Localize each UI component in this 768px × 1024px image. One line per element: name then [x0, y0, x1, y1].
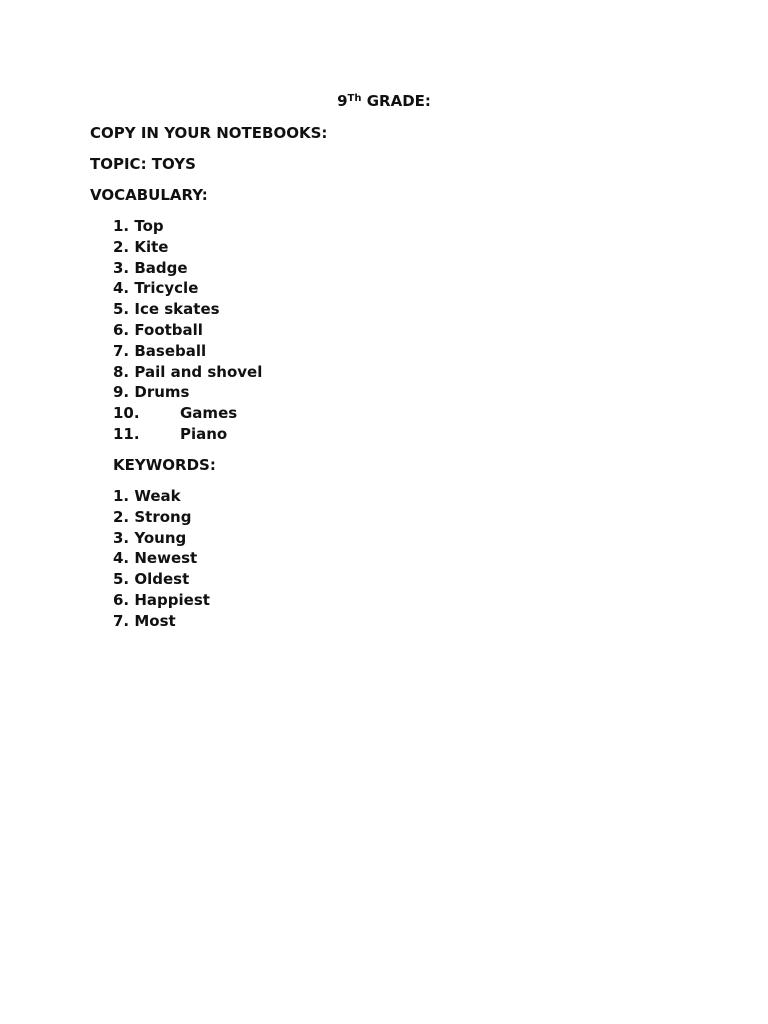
keyword-item	[113, 612, 210, 633]
item-number: 5.	[113, 300, 130, 319]
item-number: 6.	[113, 590, 130, 609]
item-word: Kite	[134, 237, 169, 256]
title-superscript: Th	[347, 93, 362, 104]
item-word: Tricycle	[134, 279, 199, 298]
item-word: Badge	[134, 258, 188, 277]
instruction-line: COPY IN YOUR NOTEBOOKS:	[90, 124, 328, 142]
item-word: Weak	[134, 487, 181, 505]
page-title	[0, 92, 768, 110]
item-number: 10.	[113, 404, 140, 423]
item-word: Strong	[134, 507, 192, 526]
item-number: 1.	[113, 487, 130, 505]
vocabulary-item	[113, 217, 262, 238]
item-word: Ice skates	[134, 300, 220, 319]
item-number: 2.	[113, 507, 130, 526]
vocabulary-item	[113, 342, 262, 363]
vocabulary-item	[113, 363, 262, 384]
vocabulary-item	[113, 238, 262, 259]
item-word: Oldest	[134, 570, 190, 589]
item-number: 5.	[113, 570, 130, 589]
item-number: 1.	[113, 217, 130, 235]
item-word: Top	[134, 217, 164, 235]
item-number: 11.	[113, 424, 140, 443]
item-word: Pail and shovel	[134, 362, 263, 381]
item-word: Football	[134, 320, 203, 339]
vocabulary-item	[113, 300, 262, 321]
vocabulary-list	[113, 217, 262, 446]
keyword-item	[113, 549, 210, 570]
vocabulary-item	[113, 321, 262, 342]
vocabulary-item	[113, 383, 262, 404]
keyword-item	[113, 591, 210, 612]
item-word: Young	[134, 528, 187, 547]
item-word: Happiest	[134, 590, 210, 609]
item-word: Baseball	[134, 341, 207, 360]
vocabulary-item	[113, 279, 262, 300]
keyword-item	[113, 508, 210, 529]
item-word: Drums	[134, 383, 190, 402]
keyword-item	[113, 570, 210, 591]
item-word: Piano	[180, 424, 228, 443]
vocabulary-item	[113, 259, 262, 280]
topic-line: TOPIC: TOYS	[90, 155, 196, 173]
item-number: 4.	[113, 549, 130, 568]
keyword-item	[113, 487, 210, 508]
item-word: Newest	[134, 549, 198, 568]
item-number: 7.	[113, 341, 130, 360]
item-number: 4.	[113, 279, 130, 298]
item-word: Games	[180, 404, 238, 423]
item-number: 7.	[113, 611, 130, 630]
vocabulary-heading: VOCABULARY:	[90, 186, 208, 204]
title-suffix: GRADE:	[361, 92, 431, 110]
title-prefix: 9	[337, 92, 348, 110]
vocabulary-item	[113, 404, 262, 425]
item-number: 3.	[113, 528, 130, 547]
item-number: 3.	[113, 258, 130, 277]
item-number: 6.	[113, 320, 130, 339]
keywords-heading: KEYWORDS:	[113, 456, 216, 474]
keyword-item	[113, 529, 210, 550]
item-number: 2.	[113, 237, 130, 256]
item-number: 8.	[113, 362, 130, 381]
keywords-list	[113, 487, 210, 633]
item-word: Most	[134, 611, 176, 630]
item-number: 9.	[113, 383, 130, 402]
vocabulary-item	[113, 425, 262, 446]
